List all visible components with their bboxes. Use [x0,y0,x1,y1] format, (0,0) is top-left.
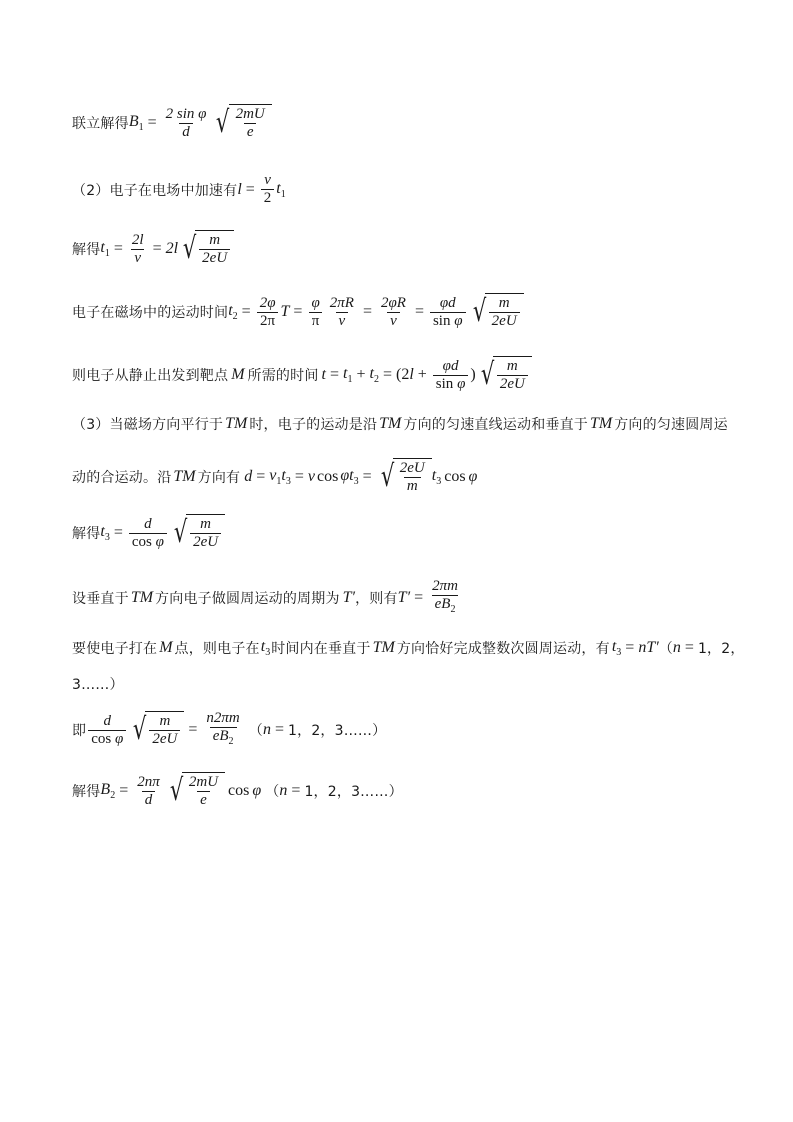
text-line-condition: 要使电子打在 M 点，则电子在 $t_3$ 时间内在垂直于 TM 方向恰好完成整数次圆周运动，有 $t_3$ = nT′ （ n = 1，2， [72,638,745,658]
text-fragment: 1，2，3……） [288,723,387,739]
text-fragment: 方向的匀速直线运动和垂直于 [403,417,588,433]
text-line-continuation [72,674,124,694]
text-fragment: （ [248,723,263,739]
line-label: 则电子从静止出发到靶点 [72,368,229,384]
text-fragment: 点，则电子在 [174,641,260,657]
text-fragment: 要使电子打在 [72,641,158,657]
text-fragment: 方向有 [197,470,241,486]
equation-line-t3: 解得 $t_3$ = $\frac{d}{\text{cos φ}}$ √ $\frac{m}{2eU}$ [72,514,225,552]
equation-line-t2: 电子在磁场中的运动时间 $t_2$ = $\frac{2\varphi}{2\pi}$ T = $\frac{\varphi}{\pi}$ $\frac{2\pi R}{v}$ = $\frac{2\varphi R}{v}$ = $\frac{\varphi d}{\text{sin φ}}$ √ $\frac{m}{2eU}$ [72,293,524,331]
line-label: 联立解得 [72,116,129,132]
line-label: 电子在磁场中的运动时间 [72,305,229,321]
equation-line-total-time: 则电子从静止出发到靶点 M 所需的时间 t = $t_1$ + $t_2$ = (2l + $\frac{\varphi d}{\text{sin φ}}$ ) √ $\frac{m}{2eU}$ [72,356,532,394]
text-fragment: 3……） [72,677,124,693]
equation-line-accel: （2）电子在电场中加速有 l = $\frac{v}{2}$ $t_1$ [72,172,286,206]
text-fragment: （ [265,784,280,800]
text-fragment: 设垂直于 [72,591,129,607]
text-line-part3: （3）当磁场方向平行于 TM 时，电子的运动是沿 TM 方向的匀速直线运动和垂直于 TM 方向的匀速圆周运 [72,415,728,433]
line-label-mid: 所需的时间 [247,368,319,384]
text-fragment: 动的合运动。沿 [72,470,172,486]
text-fragment: （3）当磁场方向平行于 [72,417,224,433]
text-fragment: 方向电子做圆周运动的周期为 [155,591,340,607]
text-fragment: 时，电子的运动是沿 [249,417,378,433]
text-fragment: 方向恰好完成整数次圆周运动，有 [396,641,610,657]
line-label: （2）电子在电场中加速有 [72,182,238,199]
equation-line-d: 动的合运动。沿 TM 方向有 d = $v_1t_3$ = v cos $\varphi t_3$ = √ $\frac{2eU}{m}$ $t_3$ cos φ [72,459,478,494]
text-fragment: ，则有 [355,591,398,607]
text-fragment: 1，2， [697,641,745,657]
text-fragment: （ [658,641,673,657]
line-label: 解得 [72,242,101,258]
equation-line-b2: 解得 $B_2$ = $\frac{2n\pi}{d}$ √ $\frac{2mU}{e}$ cos φ （ n = 1，2，3……） [72,773,403,808]
equation-line-period: 设垂直于 TM 方向电子做圆周运动的周期为 T′ ，则有 T′ = $\frac{2\pi m}{eB_2}$ [72,578,463,618]
line-label: 即 [72,723,87,739]
equation-line-b1: 联立解得 $B_1$ = $\frac{\text{2 sin φ}}{d}$ √ $\frac{2mU}{e}$ [72,104,272,142]
equation-line-equality: 即 $\frac{d}{\text{cos φ}}$ √ $\frac{m}{2eU}$ = $\frac{n2\pi m}{eB_2}$ （ n = 1，2，3……） [72,710,386,750]
text-fragment: 方向的匀速圆周运 [614,417,728,433]
text-fragment: 1，2，3……） [304,784,403,800]
equation-line-t1: 解得 $t_1$ = $\frac{2l}{v}$ = 2l √ $\frac{m}{2eU}$ [72,230,234,268]
line-label: 解得 [72,526,101,542]
text-fragment: 时间内在垂直于 [271,641,371,657]
line-label: 解得 [72,784,101,800]
